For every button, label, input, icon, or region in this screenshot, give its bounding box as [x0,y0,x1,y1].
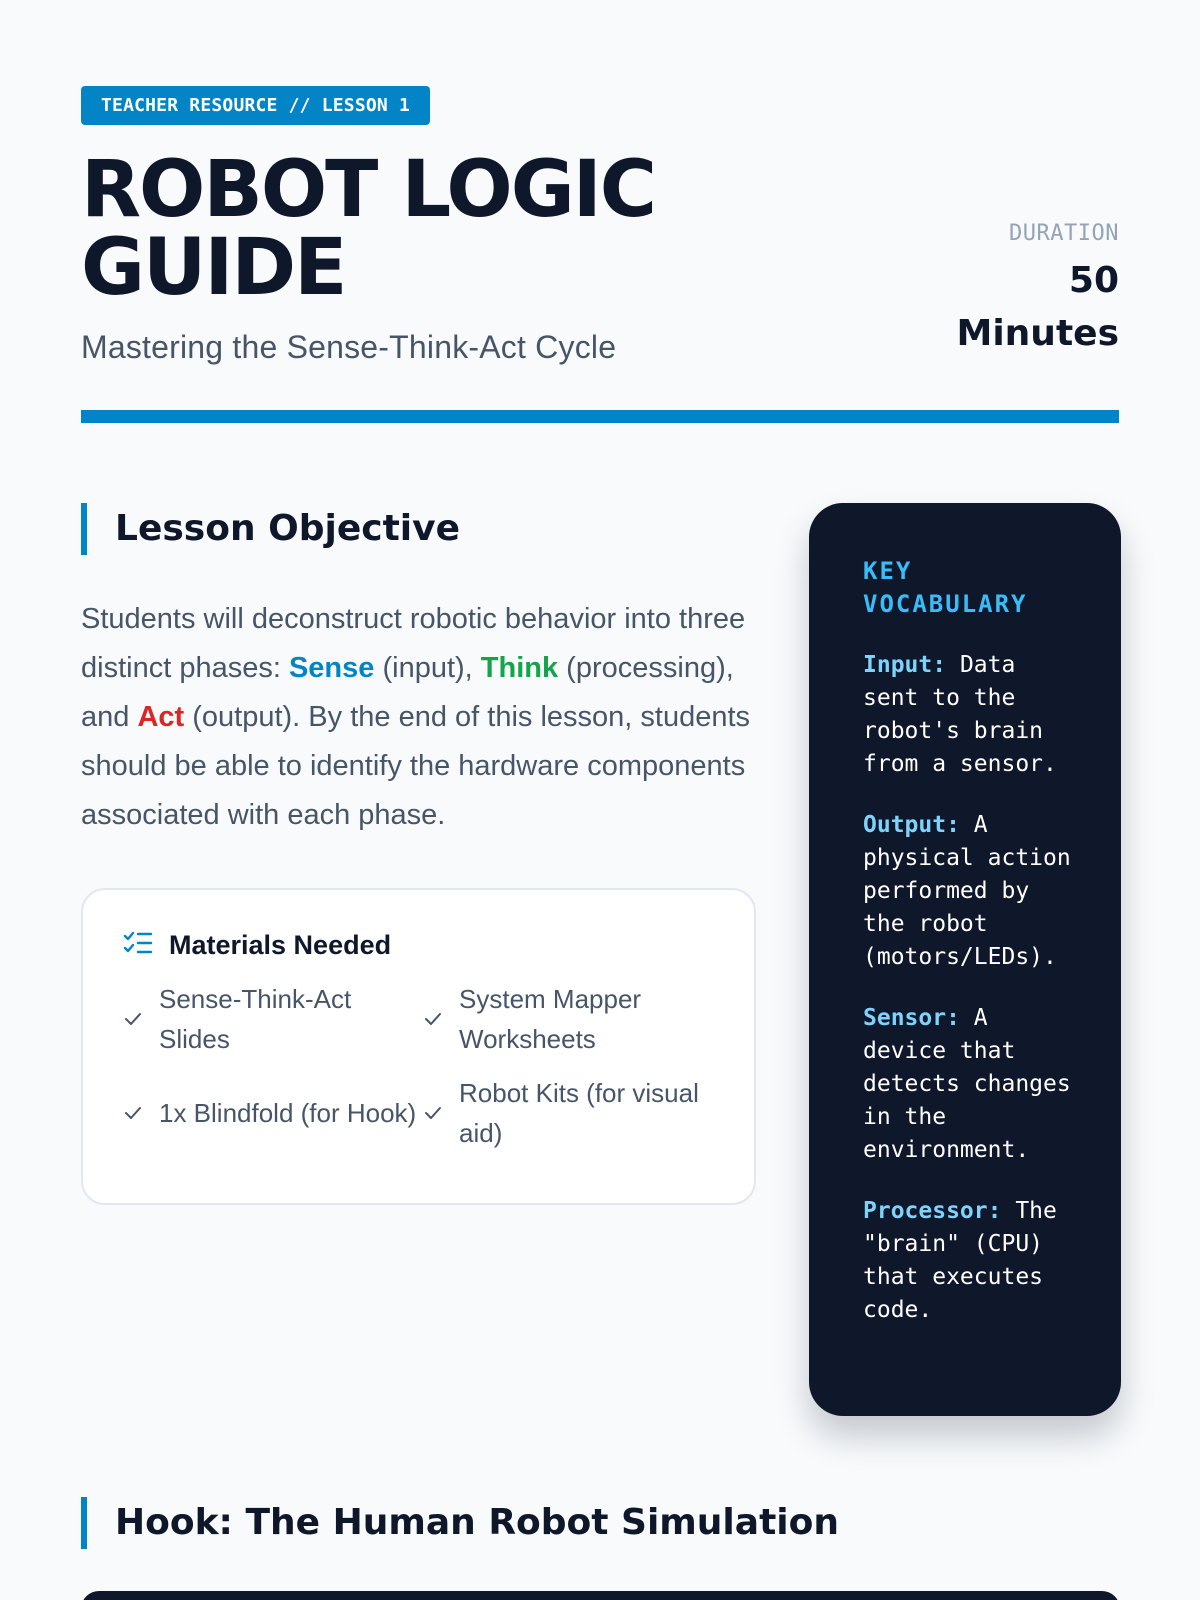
check-icon [423,1009,443,1029]
page-header [81,86,1119,366]
materials-card [81,888,756,1205]
objective-heading: Lesson Objective [81,503,756,555]
hook-heading: Hook: The Human Robot Simulation [81,1497,839,1549]
objective-text-part: (processing), and [81,652,734,733]
vocabulary-term: Output: [863,812,960,838]
header-divider [81,410,1119,423]
material-item [123,1073,423,1153]
materials-list [123,979,714,1153]
page-subtitle: Mastering the Sense-Think-Act Cycle [81,329,617,365]
vocabulary-definition: A device that detects changes in the environment. [863,1005,1071,1163]
objective-text-part: (input), [374,652,481,684]
material-item [423,979,723,1059]
objective-paragraph [81,595,756,840]
sense-keyword: Sense [288,652,375,684]
vocabulary-term: Processor: [863,1198,1002,1224]
material-label: 1x Blindfold (for Hook) [159,1098,417,1128]
vocabulary-term: Input: [863,652,947,678]
material-label: Robot Kits (for visual aid) [459,1078,699,1148]
checklist-icon [123,930,153,961]
vocabulary-definition: Data sent to the robot's brain from a sensor. [863,652,1057,777]
next-section-card-edge [81,1591,1120,1600]
check-icon [123,1103,143,1123]
material-item [423,1073,723,1153]
check-icon [123,1009,143,1029]
resource-tag: TEACHER RESOURCE // LESSON 1 [81,86,430,125]
vocabulary-definition: A physical action performed by the robot (motors/LEDs). [863,812,1071,970]
objective-text-part: Students will deconstruct robotic behavior into three distinct phases: [81,603,746,684]
objective-text-part: (output). By the end of this lesson, students should be able to identify the hardware components associated with each phase. [81,701,751,831]
vocabulary-card [809,503,1121,1416]
vocabulary-entry [863,1002,1073,1167]
vocabulary-term: Sensor: [863,1005,960,1031]
page-title: ROBOT LOGIC GUIDE [81,145,656,313]
duration-label: DURATION [1009,221,1119,246]
vocabulary-definition: The "brain" (CPU) that executes code. [863,1198,1057,1323]
objective-column [81,503,756,1205]
vocabulary-entry [863,649,1073,781]
material-label: Sense-Think-Act Slides [159,984,352,1054]
materials-title: Materials Needed [169,930,392,960]
think-keyword: Think [480,652,559,684]
act-keyword: Act [137,701,185,733]
vocabulary-title: KEY VOCABULARY [863,557,1028,618]
check-icon [423,1103,443,1123]
header-left [81,86,721,366]
duration-block [949,221,1119,360]
material-item [123,979,423,1059]
main-content [81,503,1119,1543]
material-label: System Mapper Worksheets [459,984,642,1054]
materials-header [123,930,714,961]
vocabulary-entry [863,1195,1073,1327]
duration-value: 50 Minutes [956,260,1119,354]
vocabulary-entry [863,809,1073,974]
